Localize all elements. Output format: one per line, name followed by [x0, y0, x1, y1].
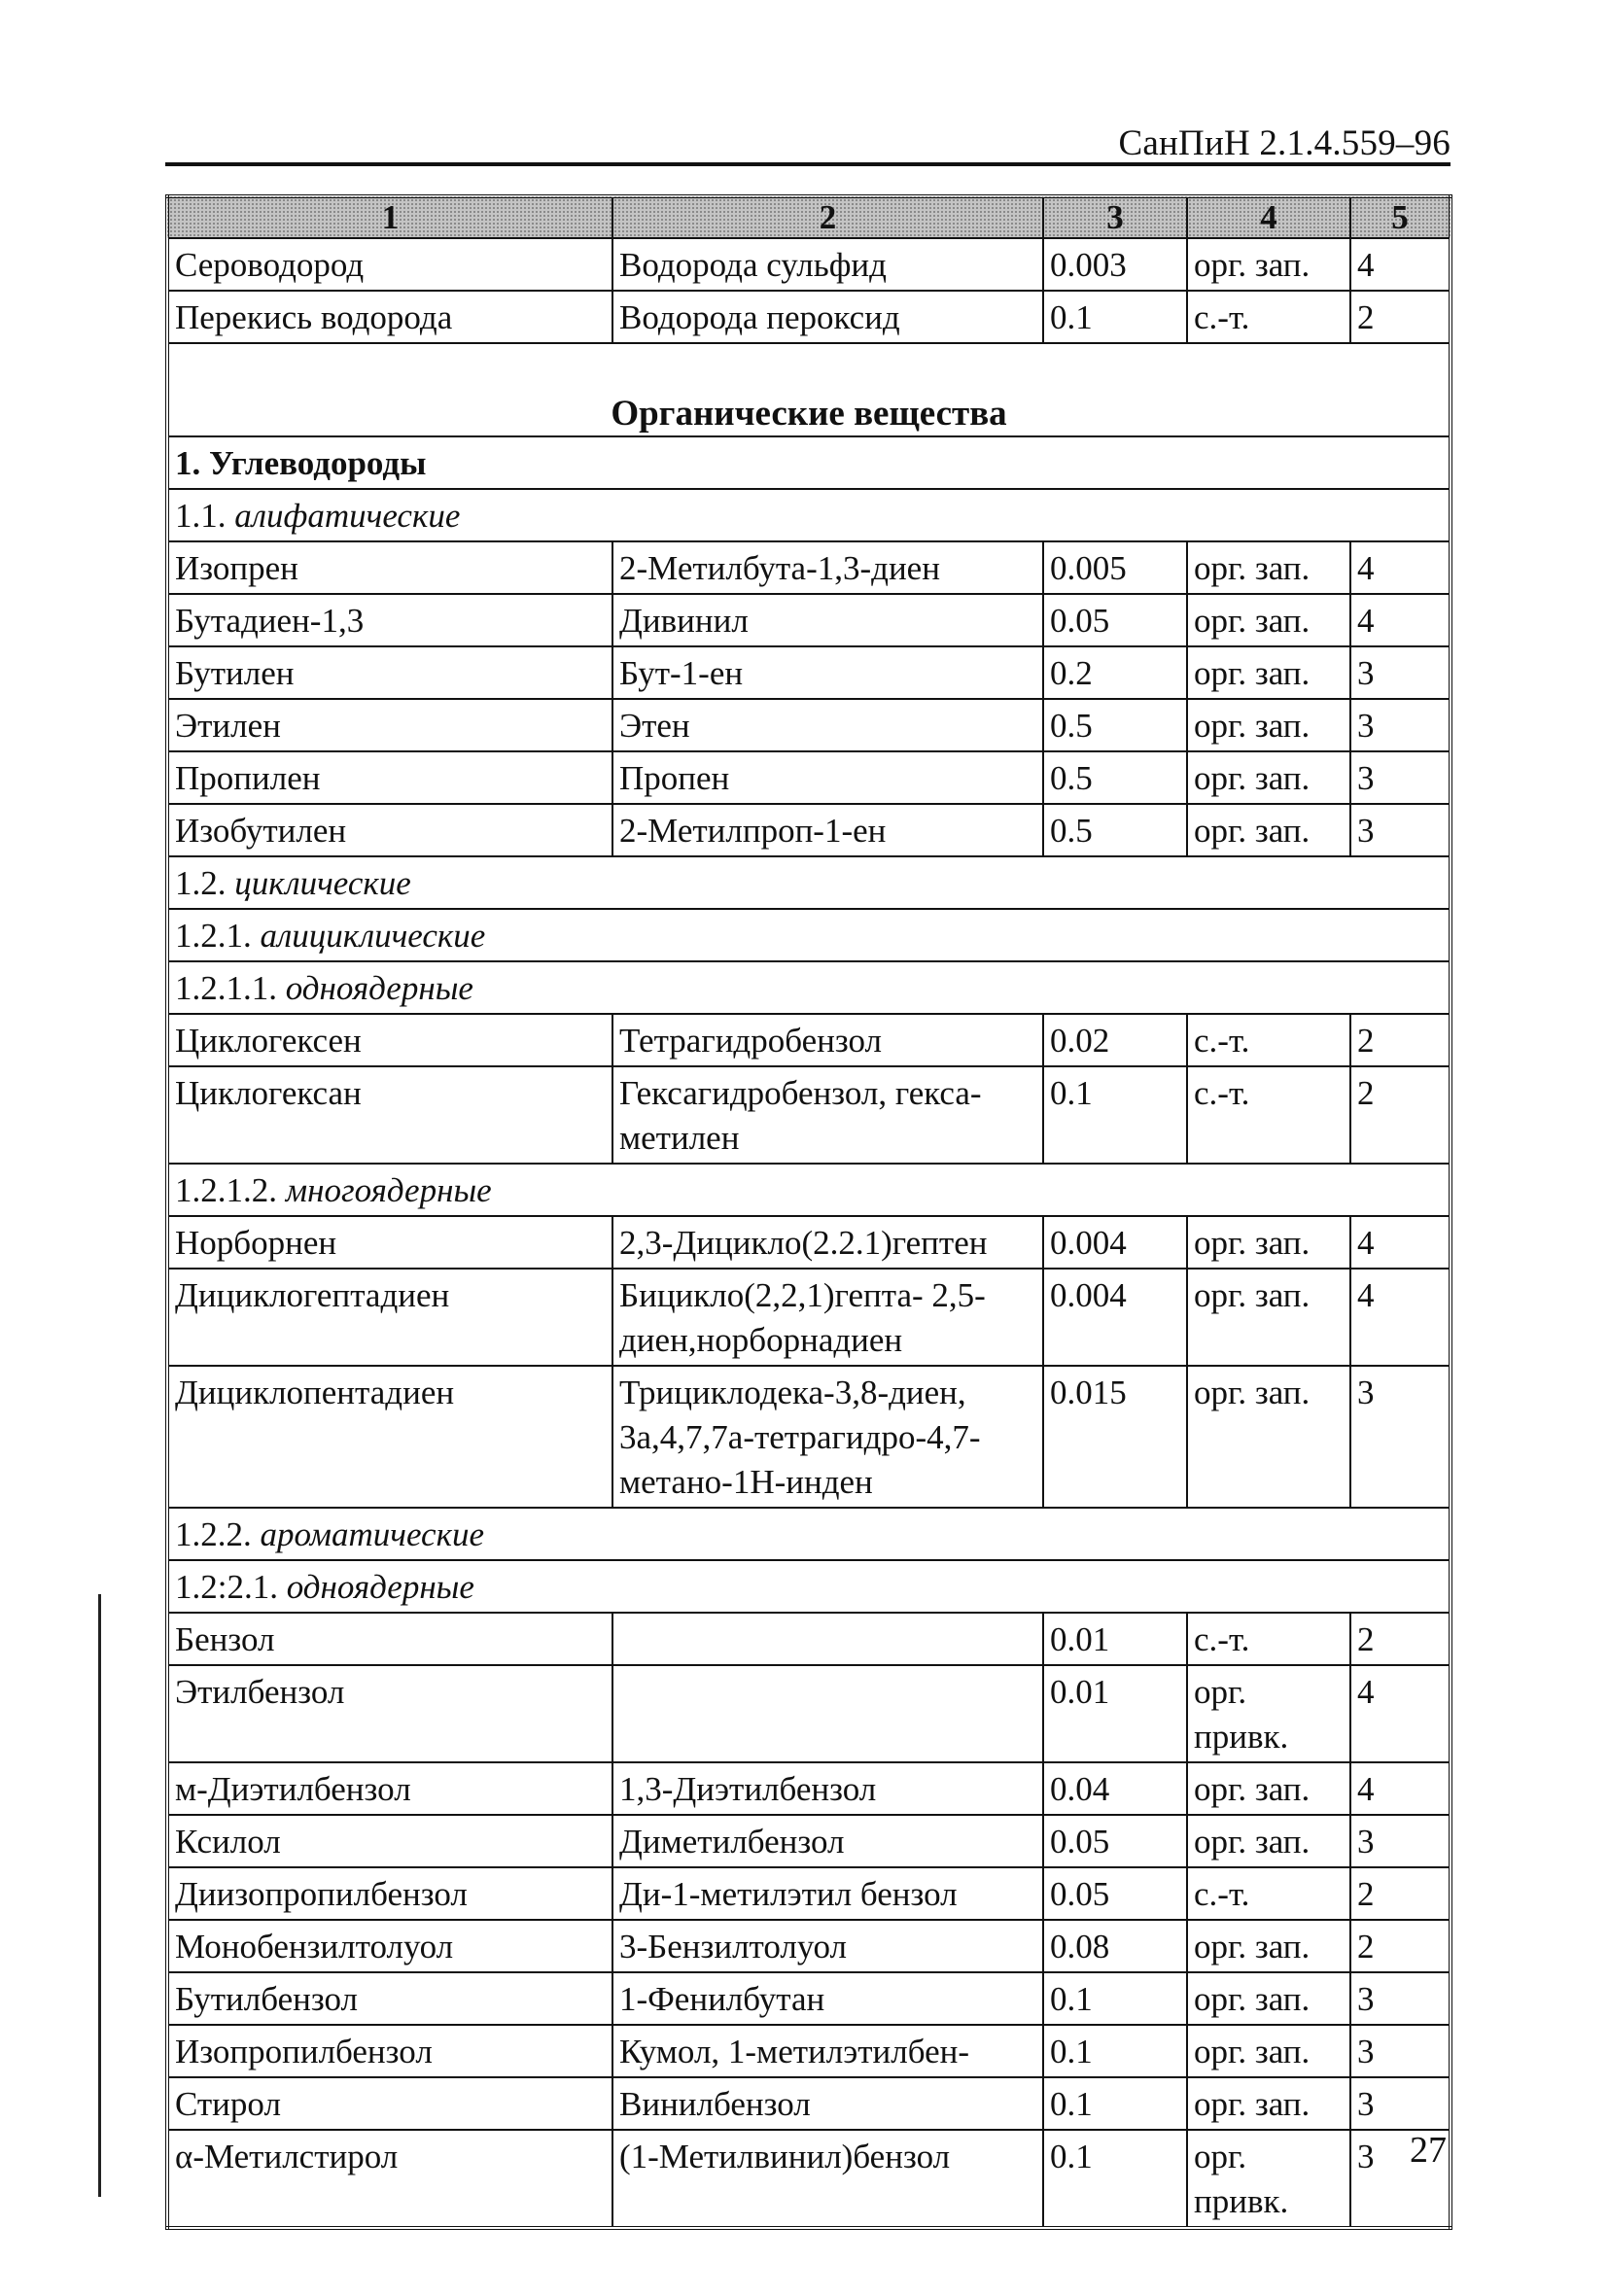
table-header-row — [167, 196, 1451, 238]
hazard-class: 4 — [1350, 238, 1451, 291]
column-header: 1 — [167, 196, 612, 238]
substances-table — [165, 194, 1452, 2230]
substance-synonym: Кумол, 1-метилэтилбен- — [612, 2025, 1043, 2077]
substance-name: Бензол — [167, 1613, 612, 1665]
hazard-class: 3 — [1350, 646, 1451, 699]
substance-name: Дициклогептадиен — [167, 1269, 612, 1366]
substance-name: Изопропилбензол — [167, 2025, 612, 2077]
group-label: одноядерные — [286, 1568, 474, 1606]
hazard-class: 2 — [1350, 1613, 1451, 1665]
group-row — [167, 489, 1451, 541]
hazard-sign: орг. зап. — [1187, 594, 1350, 646]
hazard-sign: орг. зап. — [1187, 1920, 1350, 1972]
page-number: 27 — [1410, 2130, 1447, 2171]
group-heading — [167, 489, 1451, 541]
substance-name: Сероводород — [167, 238, 612, 291]
mac-value: 0.003 — [1043, 238, 1187, 291]
substance-name: Пропилен — [167, 751, 612, 804]
substance-name: Норборнен — [167, 1216, 612, 1269]
hazard-class: 4 — [1350, 541, 1451, 594]
substance-synonym: Водорода сульфид — [612, 238, 1043, 291]
hazard-sign: орг. зап. — [1187, 646, 1350, 699]
table-row — [167, 1815, 1451, 1867]
substance-synonym: 2-Метилпроп-1-ен — [612, 804, 1043, 856]
hazard-sign: орг. зап. — [1187, 2077, 1350, 2130]
group-heading — [167, 436, 1451, 489]
substance-synonym: Ди-1-метилэтил бензол — [612, 1867, 1043, 1920]
hazard-sign: орг. зап. — [1187, 1762, 1350, 1815]
hazard-class: 4 — [1350, 1269, 1451, 1366]
substance-name: α-Метилстирол — [167, 2130, 612, 2228]
hazard-sign: с.-т. — [1187, 1613, 1350, 1665]
document-code: СанПиН 2.1.4.559–96 — [1118, 123, 1451, 163]
group-row — [167, 1508, 1451, 1560]
mac-value: 0.05 — [1043, 594, 1187, 646]
mac-value: 0.005 — [1043, 541, 1187, 594]
group-label: одноядерные — [285, 969, 473, 1007]
substance-synonym: Винилбензол — [612, 2077, 1043, 2130]
hazard-sign: орг. зап. — [1187, 1366, 1350, 1508]
mac-value: 0.1 — [1043, 2025, 1187, 2077]
hazard-sign: орг. зап. — [1187, 1815, 1350, 1867]
group-label: Углеводороды — [209, 444, 427, 482]
substance-synonym: Диметилбензол — [612, 1815, 1043, 1867]
group-row — [167, 961, 1451, 1014]
table-row — [167, 1066, 1451, 1164]
section-heading: Органические вещества — [167, 343, 1451, 436]
table-row — [167, 594, 1451, 646]
mac-value: 0.01 — [1043, 1665, 1187, 1762]
group-heading — [167, 856, 1451, 909]
table-row — [167, 804, 1451, 856]
group-number: 1.2.2. — [175, 1515, 252, 1553]
substance-name: Диизопропилбензол — [167, 1867, 612, 1920]
group-label: алифатические — [234, 497, 461, 535]
hazard-class: 3 — [1350, 1366, 1451, 1508]
group-row — [167, 909, 1451, 961]
hazard-class: 4 — [1350, 594, 1451, 646]
mac-value: 0.1 — [1043, 1972, 1187, 2025]
substance-name: Бутадиен-1,3 — [167, 594, 612, 646]
hazard-sign: орг. зап. — [1187, 2025, 1350, 2077]
substance-synonym: Водорода пероксид — [612, 291, 1043, 343]
substance-name: Изобутилен — [167, 804, 612, 856]
substance-name: Бутилбензол — [167, 1972, 612, 2025]
mac-value: 0.04 — [1043, 1762, 1187, 1815]
table-row — [167, 2025, 1451, 2077]
mac-value: 0.02 — [1043, 1014, 1187, 1066]
margin-line — [98, 1594, 101, 2197]
mac-value: 0.1 — [1043, 291, 1187, 343]
substance-synonym: Дивинил — [612, 594, 1043, 646]
hazard-sign: с.-т. — [1187, 1066, 1350, 1164]
column-header: 3 — [1043, 196, 1187, 238]
hazard-class: 2 — [1350, 1920, 1451, 1972]
substance-synonym: Этен — [612, 699, 1043, 751]
hazard-class: 3 — [1350, 2025, 1451, 2077]
mac-value: 0.1 — [1043, 2077, 1187, 2130]
mac-value: 0.08 — [1043, 1920, 1187, 1972]
mac-value: 0.01 — [1043, 1613, 1187, 1665]
table-row — [167, 238, 1451, 291]
column-header: 2 — [612, 196, 1043, 238]
table-row — [167, 1972, 1451, 2025]
table-row — [167, 751, 1451, 804]
mac-value: 0.1 — [1043, 1066, 1187, 1164]
mac-value: 0.2 — [1043, 646, 1187, 699]
group-label: ароматические — [260, 1515, 484, 1553]
column-header: 4 — [1187, 196, 1350, 238]
substance-name: Циклогексен — [167, 1014, 612, 1066]
mac-value: 0.05 — [1043, 1815, 1187, 1867]
table-row — [167, 1920, 1451, 1972]
group-number: 1.2.1. — [175, 917, 252, 955]
hazard-class: 2 — [1350, 1867, 1451, 1920]
hazard-sign: орг. зап. — [1187, 751, 1350, 804]
table-row — [167, 1269, 1451, 1366]
substance-synonym: Бицикло(2,2,1)гепта- 2,5-диен,норборнадиен — [612, 1269, 1043, 1366]
table-row — [167, 2077, 1451, 2130]
substance-name: Изопрен — [167, 541, 612, 594]
group-row — [167, 436, 1451, 489]
table-row — [167, 291, 1451, 343]
substance-name: Бутилен — [167, 646, 612, 699]
substance-name: Перекись водорода — [167, 291, 612, 343]
mac-value: 0.004 — [1043, 1269, 1187, 1366]
table-row — [167, 1366, 1451, 1508]
hazard-sign: орг. зап. — [1187, 1972, 1350, 2025]
table-body — [167, 196, 1451, 2228]
hazard-class: 3 — [1350, 751, 1451, 804]
substance-synonym: Тетрагидробензол — [612, 1014, 1043, 1066]
header-rule — [165, 162, 1451, 166]
mac-value: 0.5 — [1043, 751, 1187, 804]
hazard-sign: с.-т. — [1187, 1014, 1350, 1066]
hazard-class: 3 — [1350, 804, 1451, 856]
substance-name: Монобензилтолуол — [167, 1920, 612, 1972]
hazard-class: 2 — [1350, 1014, 1451, 1066]
group-heading — [167, 1560, 1451, 1613]
substance-synonym: Трициклодека-3,8-диен, 3а,4,7,7а-тетрагидро-4,7-метано-1Н-инден — [612, 1366, 1043, 1508]
substance-synonym — [612, 1613, 1043, 1665]
table-row — [167, 1762, 1451, 1815]
group-heading — [167, 1164, 1451, 1216]
substance-synonym: 2,3-Дицикло(2.2.1)гептен — [612, 1216, 1043, 1269]
hazard-class: 2 — [1350, 1066, 1451, 1164]
group-number: 1. — [175, 444, 201, 482]
substance-name: Этилбензол — [167, 1665, 612, 1762]
group-number: 1.2.1.2. — [175, 1171, 277, 1209]
substance-synonym: 1,3-Диэтилбензол — [612, 1762, 1043, 1815]
substance-name: Дициклопентадиен — [167, 1366, 612, 1508]
hazard-sign: орг. зап. — [1187, 1216, 1350, 1269]
mac-value: 0.5 — [1043, 699, 1187, 751]
hazard-class: 3 — [1350, 1815, 1451, 1867]
table-row — [167, 541, 1451, 594]
substance-synonym: 3-Бензилтолуол — [612, 1920, 1043, 1972]
group-heading — [167, 961, 1451, 1014]
hazard-sign: орг. зап. — [1187, 699, 1350, 751]
hazard-class: 4 — [1350, 1665, 1451, 1762]
group-number: 1.2.1.1. — [175, 969, 277, 1007]
substance-name: Этилен — [167, 699, 612, 751]
substance-synonym: Гексагидробензол, гекса-метилен — [612, 1066, 1043, 1164]
table-row — [167, 699, 1451, 751]
hazard-sign: с.-т. — [1187, 291, 1350, 343]
group-row — [167, 856, 1451, 909]
hazard-sign: орг. зап. — [1187, 238, 1350, 291]
hazard-sign: орг. зап. — [1187, 1269, 1350, 1366]
section-row — [167, 343, 1451, 436]
mac-value: 0.015 — [1043, 1366, 1187, 1508]
substance-name: Стирол — [167, 2077, 612, 2130]
hazard-class: 3 — [1350, 2077, 1451, 2130]
substance-synonym: Бут-1-ен — [612, 646, 1043, 699]
group-row — [167, 1560, 1451, 1613]
substance-synonym: 1-Фенилбутан — [612, 1972, 1043, 2025]
hazard-class: 4 — [1350, 1216, 1451, 1269]
hazard-class: 3 — [1350, 699, 1451, 751]
hazard-sign: орг. зап. — [1187, 541, 1350, 594]
substance-name: м-Диэтилбензол — [167, 1762, 612, 1815]
group-label: циклические — [234, 864, 411, 902]
mac-value: 0.05 — [1043, 1867, 1187, 1920]
table-row — [167, 646, 1451, 699]
column-header: 5 — [1350, 196, 1451, 238]
substance-synonym: (1-Метилвинил)бензол — [612, 2130, 1043, 2228]
table-row — [167, 1216, 1451, 1269]
substance-name: Ксилол — [167, 1815, 612, 1867]
group-label: многоядерные — [285, 1171, 492, 1209]
table-row — [167, 1014, 1451, 1066]
substance-synonym: 2-Метилбута-1,3-диен — [612, 541, 1043, 594]
hazard-class: 3 — [1350, 1972, 1451, 2025]
group-number: 1.1. — [175, 497, 227, 535]
hazard-sign: орг. привк. — [1187, 1665, 1350, 1762]
group-heading — [167, 909, 1451, 961]
group-heading — [167, 1508, 1451, 1560]
mac-value: 0.004 — [1043, 1216, 1187, 1269]
table-row — [167, 1867, 1451, 1920]
group-row — [167, 1164, 1451, 1216]
hazard-sign: с.-т. — [1187, 1867, 1350, 1920]
hazard-class: 3 — [1350, 2130, 1451, 2228]
hazard-sign: орг. привк. — [1187, 2130, 1350, 2228]
group-number: 1.2. — [175, 864, 227, 902]
group-label: алициклические — [260, 917, 486, 955]
hazard-class: 2 — [1350, 291, 1451, 343]
table-row — [167, 1665, 1451, 1762]
substance-synonym — [612, 1665, 1043, 1762]
hazard-class: 4 — [1350, 1762, 1451, 1815]
table-row — [167, 2130, 1451, 2228]
group-number: 1.2:2.1. — [175, 1568, 278, 1606]
mac-value: 0.5 — [1043, 804, 1187, 856]
hazard-sign: орг. зап. — [1187, 804, 1350, 856]
table-row — [167, 1613, 1451, 1665]
substance-synonym: Пропен — [612, 751, 1043, 804]
substance-name: Циклогексан — [167, 1066, 612, 1164]
mac-value: 0.1 — [1043, 2130, 1187, 2228]
